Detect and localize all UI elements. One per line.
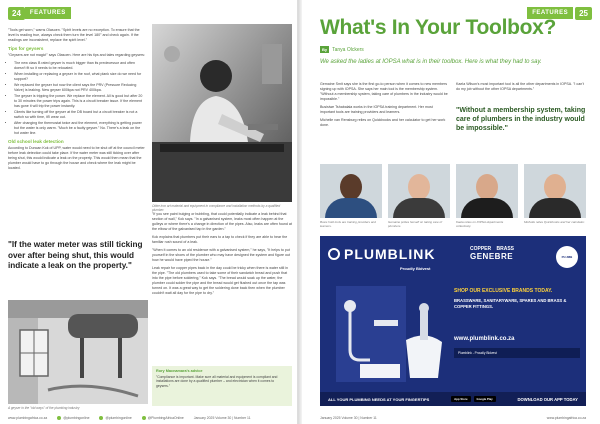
staff-photos xyxy=(320,164,586,218)
ad-headline: SHOP OUR EXCLUSIVE BRANDS TODAY. xyxy=(454,288,553,294)
list-item: • When installing or replacing a geyser in the roof, what plank size do we need for support? xyxy=(14,72,146,82)
footer-site[interactable]: www.plumbingafrica.co.za xyxy=(8,416,48,420)
page-number: 25 xyxy=(575,7,592,20)
section-label: FEATURES xyxy=(527,7,573,19)
ad-app-bar: Plumblink - Proudly Bidvest xyxy=(454,348,580,358)
brand-copper: COPPER xyxy=(470,246,492,252)
brand-genebre: GENEBRE xyxy=(470,252,514,261)
portrait-head xyxy=(544,174,566,200)
brand-brass: BRASS xyxy=(496,246,515,252)
twitter-icon xyxy=(99,416,103,420)
instagram-handle[interactable]: @PlumbingAfricaOnline xyxy=(142,416,184,420)
tips-heading: Tips for geysers xyxy=(8,46,44,51)
instagram-icon xyxy=(142,416,146,420)
vintage-plumber-photo xyxy=(152,24,292,202)
facebook-icon xyxy=(57,416,61,420)
left-page xyxy=(0,0,298,424)
list-item: • After changing the thermostat twice and the element, everything is getting power but the water is only warm. "Much be a faulty geyser." No. There's a leak on the hot water line. xyxy=(14,121,146,136)
advice-box xyxy=(152,366,292,406)
portrait-head xyxy=(408,174,430,200)
photo-caption: Busis hold tools are training providers and learners. xyxy=(320,220,376,228)
portrait-body xyxy=(393,198,445,218)
paragraph: Leak repair for copper pipes back in the day could be tricky when there is water still in the pipe. "The old plumbers used to take some of their sandwich bread and push that into the pipe before soldering," Kok says. "The bread would soak up the water, the plumber could solder the pipe and the bread would get flushed out once the tap was turned on. It was a great way to get the soldering done back then when the plumber couldn't wait all day for the pipe to dry." xyxy=(152,266,289,295)
leak-heading: Old school leak detection xyxy=(8,139,64,144)
plumblink-logo: PLUMBLINK xyxy=(328,246,435,262)
tips-list xyxy=(8,61,146,136)
portrait-head xyxy=(340,174,362,200)
staff-photo-kaela xyxy=(456,164,518,218)
portrait-body xyxy=(325,198,377,218)
paragraph: "When it comes to an old residence with a galvanised system," he says, "It helps to put yourself in the shoes of the plumber who may have designed the system and figure out how he would have piped the house." xyxy=(152,248,291,262)
old-geyser-photo xyxy=(8,300,148,404)
article-title: What's In Your Toolbox? xyxy=(320,16,557,39)
facebook-handle[interactable]: @plumbingonline xyxy=(57,416,89,420)
right-column-1 xyxy=(320,82,448,131)
app-store-badge[interactable]: App Store xyxy=(451,396,470,402)
photo-caption: Older iron art material and equipment in compliance and installation methods by a qualified plumber. xyxy=(152,204,281,212)
pull-quote: "If the water meter was still ticking over after being shut, this would indicate a leak on the property." xyxy=(8,240,143,270)
portrait-head xyxy=(476,174,498,200)
footer-site[interactable]: www.plumbingafrica.co.za xyxy=(546,416,586,420)
tips-intro: "Geysers are not magic!" says Olasoen. Here are his tips and tales regarding geysers: xyxy=(8,53,145,57)
store-badges xyxy=(451,396,496,402)
paragraph: Busisiwe Tshabalala works in the IOPSA training department. Her most important tools are training providers and learners. xyxy=(320,105,433,114)
staff-photo-michelle xyxy=(524,164,586,218)
photo-caption: Michelle relies Quickbooks and her calculator. xyxy=(524,220,585,224)
plumblink-advert[interactable] xyxy=(320,236,586,406)
photo-caption: A geyser in the "old ways" of the plumbing industry xyxy=(8,406,80,410)
plumblink-icon xyxy=(328,248,340,260)
twitter-handle[interactable]: @plumbingonline xyxy=(99,416,131,420)
round-brand-logo: PLUMB xyxy=(556,246,578,268)
staff-photo-gemaine xyxy=(388,164,450,218)
byline xyxy=(320,46,364,53)
right-page xyxy=(302,0,600,424)
portrait-body xyxy=(461,198,513,218)
left-column-1 xyxy=(8,28,146,174)
right-column-2 xyxy=(456,82,586,95)
paragraph: Kaela Wilson's most important tool is all the other departments in IOPSA. "I can't do my job without the other IOPSA departments." xyxy=(456,82,584,91)
fixtures-illustration xyxy=(330,280,448,388)
ad-bottom-bar xyxy=(320,392,586,406)
footer-issue: January 2025 Volume 30 | Number 11 xyxy=(320,416,377,420)
portrait-body xyxy=(529,198,581,218)
footer-issue: January 2025 Volume 30 | Number 11 xyxy=(193,416,251,420)
google-play-badge[interactable]: Google Play xyxy=(474,396,496,402)
advice-heading: Rory Macnamara's advice xyxy=(156,369,203,373)
photo-caption: Gemaine prides herself on taking care of plumbers. xyxy=(388,220,443,228)
left-footer xyxy=(8,416,251,420)
paragraph: "Tools get worn," warns Olasoen. "Spirit levels are no exception. To ensure that the level is reading true, always check them turn the level 180° and check again. If the readings are inconsistent, replace the spirit level." xyxy=(8,28,140,42)
photo-caption: Kaela relies on IOPSA departments collectively. xyxy=(456,220,504,228)
standfirst: We asked the ladies at IOPSA what is in their toolbox. Here is what they had to say. xyxy=(320,59,542,65)
paragraph: Michelle van Rensburg relies on Quickbooks and her calculator to get her work done. xyxy=(320,118,446,127)
paragraph: "If you see paint bulging or bubbling, that could potentially indicate a leak behind that section of wall," Kok says. "In a galvanised system, leaks most often happen at the gulleys or where there's a change in direction of the pipes. Also, leaks are often found at the elbow of the galvanised tap in the garden." xyxy=(152,212,292,231)
leak-paragraph: According to Duncan Kok of UPP, water would need to be shut off at the council meter before leak detection could take place. If the water meter was still ticking over after being shut, this would indicate a leak on the property. This would then mean that the plumber would have to go through the house and check where the leak might be located. xyxy=(8,146,145,170)
advice-text: "Compliance is important. Make sure all material and equipment is compliant and installations are done by a qualified plumber – and electrician when it comes to geysers." xyxy=(156,374,278,388)
ad-tagline: Proudly Bidvest xyxy=(400,266,431,271)
ad-url[interactable]: www.plumblink.co.za xyxy=(454,336,515,342)
left-header xyxy=(8,6,71,20)
staff-photo-busisiwe xyxy=(320,164,382,218)
list-item: • Clients like turning off the geyser at the DB board but a circuit breaker is not a switch so with time, it'll wear out. xyxy=(14,110,146,120)
ad-bottom-left: ALL YOUR PLUMBING NEEDS AT YOUR FINGERTIPS xyxy=(328,396,430,402)
brand-list xyxy=(470,246,514,260)
left-column-2 xyxy=(152,212,292,299)
paragraph: Kok explains that plumbers put their ears to a tap to check if they are able to hear the familiar rush sound of a leak. xyxy=(152,235,288,244)
paragraph: Gemaine Smit says she is the first go-to person when it comes to new members signing up with IOPSA. She says her main tool is the membership system. "Without a membership system, taking care of plumbers in the industry would be impossible." xyxy=(320,82,448,101)
section-label: FEATURES xyxy=(25,7,71,19)
pull-quote: "Without a membership system, taking care of plumbers in the industry would be impossible." xyxy=(456,107,586,132)
byline-icon: By xyxy=(322,47,328,52)
ad-subline: BRASSWARE, SANITARYWARE, SPARES AND BRASS & COPPER FITTINGS. xyxy=(454,298,567,309)
list-item: • The geyser is tripping the power. We replace the element. All is good but after 20 to 30 minutes the power trips again. This is a circuit breaker issue. If the element has gone it will trip the power instantly. xyxy=(14,94,146,109)
list-item: • The new class B rated geyser is much bigger than its predecessor and often doesn't fit so it needs to be relocated. xyxy=(14,61,146,71)
list-item: • We replaced the geyser but now the client says the PRV (Pressure Reducing Valve) is leaking. New geyser 600kpa not PRV 400kpa. xyxy=(14,83,146,93)
author-name: Tanya Olckers xyxy=(332,46,364,53)
ad-bottom-right: DOWNLOAD OUR APP TODAY xyxy=(517,396,578,402)
page-number: 24 xyxy=(8,7,25,20)
right-footer xyxy=(320,416,586,420)
